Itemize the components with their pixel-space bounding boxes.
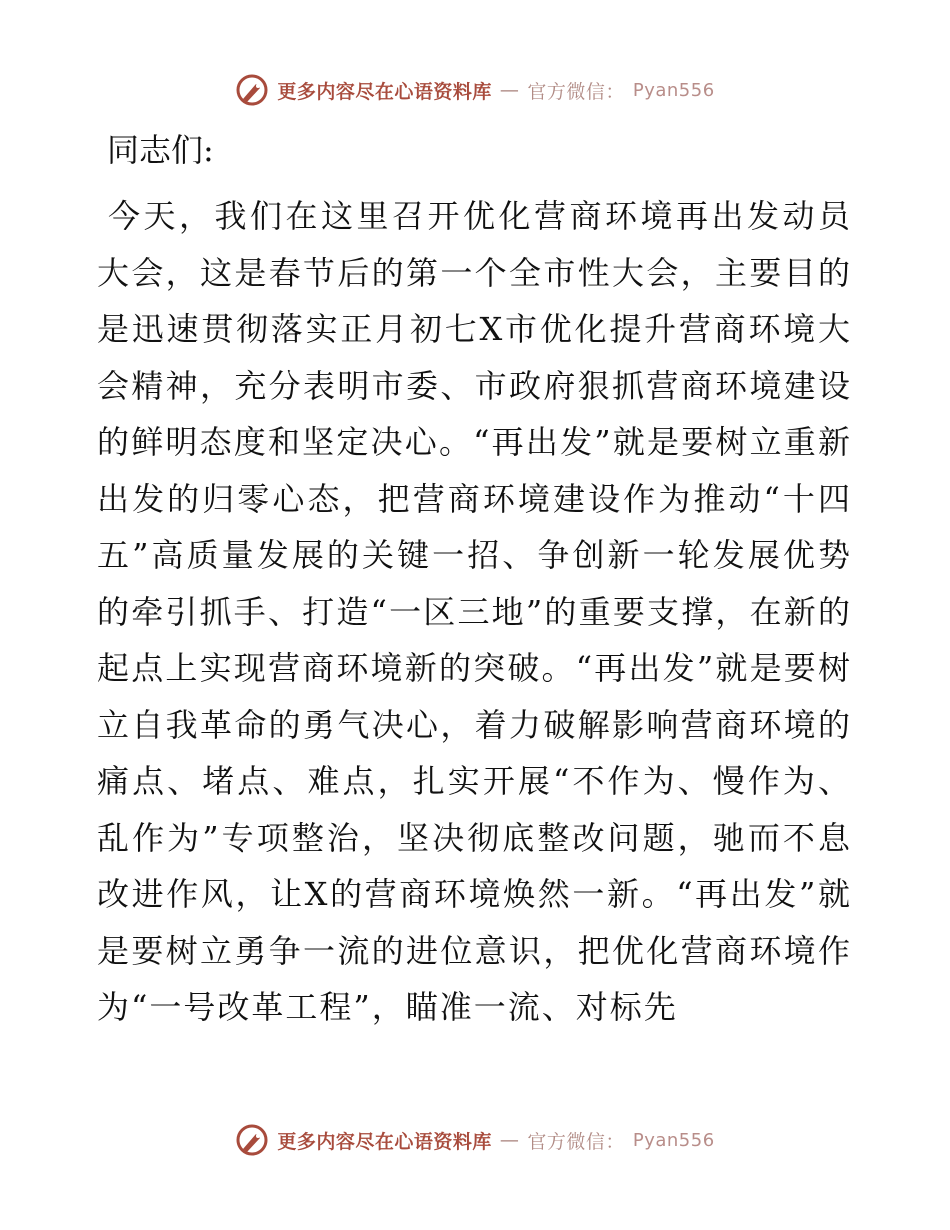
- watermark-account: Pyan556: [632, 79, 715, 101]
- body-paragraph: 今天，我们在这里召开优化营商环境再出发动员大会，这是春节后的第一个全市性大会，主要目的是迅速贯彻落实正月初七X市优化提升营商环境大会精神，充分表明市委、市政府狠抓营商环境建设的鲜明态度和坚定决心。“再出发”就是要树立重新出发的归零心态，把营商环境建设作为推动“十四五”高质量发展的关键一招、争创新一轮发展优势的牵引抓手、打造“一区三地”的重要支撑，在新的起点上实现营商环境新的突破。“再出发”就是要树立自我革命的勇气决心，着力破解影响营商环境的痛点、堵点、难点，扎实开展“不作为、慢作为、乱作为”专项整治，坚决彻底整改问题，驰而不息改进作风，让X的营商环境焕然一新。“再出发”就是要树立勇争一流的进位意识，把优化营商环境作为“一号改革工程”，瞄准一流、对标先: [97, 197, 852, 1026]
- watermark-wechat-label: 官方微信：: [527, 1130, 625, 1153]
- watermark-footer: [0, 1120, 950, 1160]
- watermark-separator: —: [499, 1129, 520, 1151]
- watermark-brand: 更多内容尽在心语资料库: [277, 80, 492, 103]
- document-body: [97, 122, 852, 1036]
- watermark-separator: —: [499, 79, 520, 101]
- pen-nib-circle-icon: [235, 73, 269, 107]
- watermark-account: Pyan556: [632, 1129, 715, 1151]
- watermark-wechat-label: 官方微信：: [527, 80, 625, 103]
- watermark-brand: 更多内容尽在心语资料库: [277, 1130, 492, 1153]
- salutation: 同志们:: [107, 131, 214, 169]
- watermark-header: [0, 70, 950, 110]
- pen-nib-circle-icon: [235, 1123, 269, 1157]
